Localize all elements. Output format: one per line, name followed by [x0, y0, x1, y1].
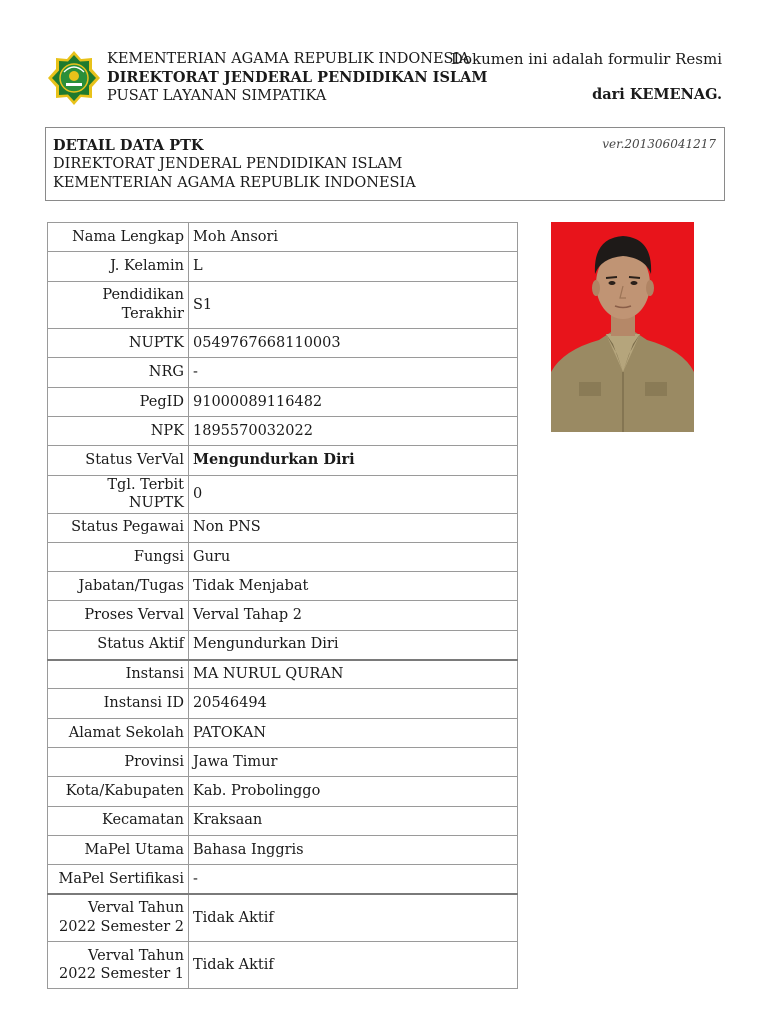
table-row — [48, 223, 518, 252]
row-label: Kecamatan — [48, 806, 189, 835]
row-label: NPK — [48, 416, 189, 445]
row-label: Alamat Sekolah — [48, 718, 189, 747]
row-value: Non PNS — [189, 513, 518, 542]
row-label: Pendidikan Terakhir — [48, 281, 189, 329]
table-row — [48, 446, 518, 475]
row-value: Tidak Aktif — [189, 941, 518, 989]
kemenag-emblem-icon — [46, 50, 102, 106]
table-row — [48, 572, 518, 601]
row-label: Proses Verval — [48, 601, 189, 630]
row-value: Verval Tahap 2 — [189, 601, 518, 630]
org-directorate: DIREKTORAT JENDERAL PENDIDIKAN ISLAM — [107, 68, 488, 86]
row-label: NUPTK — [48, 329, 189, 358]
row-label: Provinsi — [48, 747, 189, 776]
row-label: Verval Tahun 2022 Semester 1 — [48, 941, 189, 989]
table-row — [48, 252, 518, 281]
row-label: PegID — [48, 387, 189, 416]
table-row — [48, 747, 518, 776]
official-form-source: dari KEMENAG. — [592, 86, 722, 103]
row-value: L — [189, 252, 518, 281]
row-label: Fungsi — [48, 542, 189, 571]
official-form-note: Dokumen ini adalah formulir Resmi — [450, 50, 722, 68]
row-label: Instansi ID — [48, 689, 189, 718]
row-value: 1895570032022 — [189, 416, 518, 445]
row-value: Tidak Aktif — [189, 894, 518, 942]
table-row — [48, 358, 518, 387]
row-value: Mengundurkan Diri — [189, 630, 518, 659]
row-label: MaPel Utama — [48, 835, 189, 864]
table-row — [48, 689, 518, 718]
row-label: Tgl. Terbit NUPTK — [48, 475, 189, 513]
row-label: Nama Lengkap — [48, 223, 189, 252]
row-value: Guru — [189, 542, 518, 571]
org-ministry: KEMENTERIAN AGAMA REPUBLIK INDONESIA — [107, 51, 470, 67]
row-value: S1 — [189, 281, 518, 329]
table-row — [48, 513, 518, 542]
row-value: 20546494 — [189, 689, 518, 718]
row-label: Kota/Kabupaten — [48, 777, 189, 806]
table-row — [48, 718, 518, 747]
row-label: Instansi — [48, 660, 189, 689]
organization-name — [107, 50, 487, 106]
row-value: 0549767668110003 — [189, 329, 518, 358]
table-row — [48, 660, 518, 689]
person-portrait — [551, 222, 694, 432]
table-row — [48, 281, 518, 329]
org-service-center: PUSAT LAYANAN SIMPATIKA — [107, 88, 327, 104]
row-value: Kab. Probolinggo — [189, 777, 518, 806]
row-label: MaPel Sertifikasi — [48, 865, 189, 894]
table-row — [48, 387, 518, 416]
table-row — [48, 865, 518, 894]
row-label: Jabatan/Tugas — [48, 572, 189, 601]
row-value: PATOKAN — [189, 718, 518, 747]
ptk-detail-box — [45, 127, 725, 201]
ptk-data-table — [47, 222, 518, 989]
row-value: - — [189, 865, 518, 894]
table-row — [48, 806, 518, 835]
table-row — [48, 601, 518, 630]
row-value: 0 — [189, 475, 518, 513]
row-label: NRG — [48, 358, 189, 387]
document-header — [46, 48, 726, 110]
row-value: Tidak Menjabat — [189, 572, 518, 601]
version-label: ver.201306041217 — [602, 137, 716, 151]
table-row — [48, 835, 518, 864]
row-label: J. Kelamin — [48, 252, 189, 281]
row-value: 91000089116482 — [189, 387, 518, 416]
ptk-detail-directorate: DIREKTORAT JENDERAL PENDIDIKAN ISLAM — [53, 156, 403, 172]
table-row — [48, 941, 518, 989]
table-row — [48, 894, 518, 942]
ptk-photo — [551, 222, 694, 432]
table-row — [48, 416, 518, 445]
row-value: Jawa Timur — [189, 747, 518, 776]
table-row — [48, 777, 518, 806]
row-value: Mengundurkan Diri — [189, 446, 518, 475]
ptk-detail-ministry: KEMENTERIAN AGAMA REPUBLIK INDONESIA — [53, 175, 416, 191]
table-row — [48, 542, 518, 571]
row-label: Status Aktif — [48, 630, 189, 659]
row-label: Verval Tahun 2022 Semester 2 — [48, 894, 189, 942]
row-value: MA NURUL QURAN — [189, 660, 518, 689]
row-value: Bahasa Inggris — [189, 835, 518, 864]
row-value: Moh Ansori — [189, 223, 518, 252]
table-row — [48, 630, 518, 659]
row-value: - — [189, 358, 518, 387]
ptk-detail-title: DETAIL DATA PTK — [53, 137, 204, 154]
row-label: Status Pegawai — [48, 513, 189, 542]
row-value: Kraksaan — [189, 806, 518, 835]
table-row — [48, 329, 518, 358]
table-row — [48, 475, 518, 513]
row-label: Status VerVal — [48, 446, 189, 475]
